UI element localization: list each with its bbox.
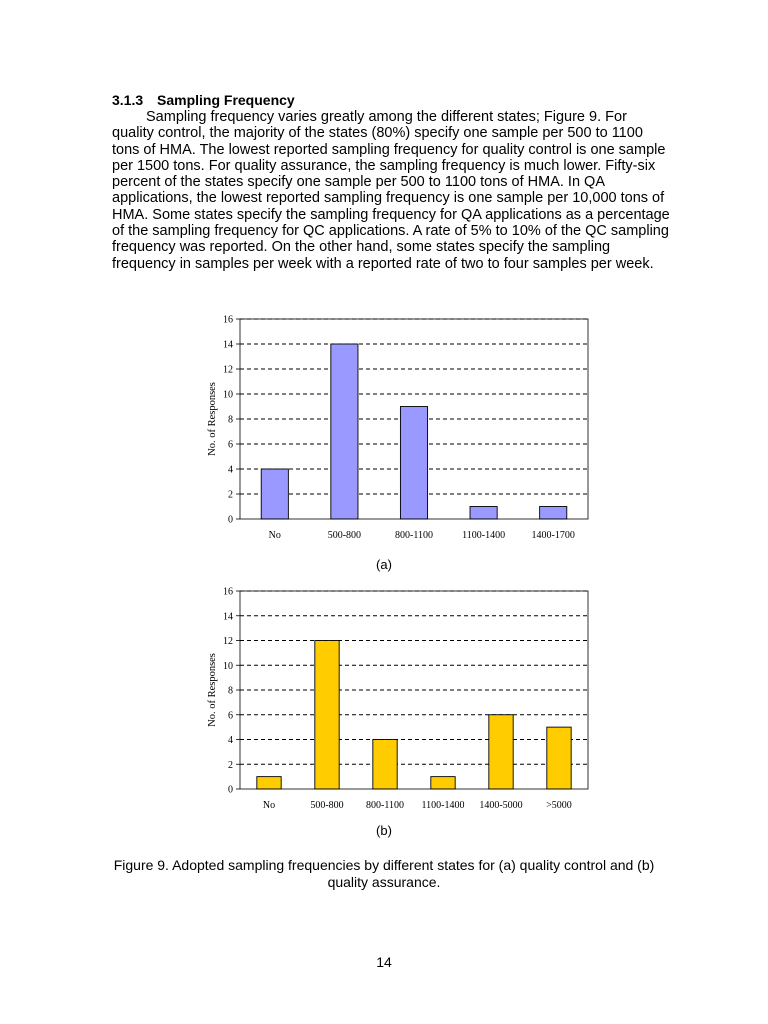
chart-b-x-tick-label: 1100-1400: [421, 800, 465, 811]
chart-b-y-tick-label: 8: [228, 685, 233, 697]
chart-a-y-tick-label: 4: [228, 464, 233, 476]
chart-a-x-tick-label: No: [268, 530, 281, 541]
chart-a-y-tick-label: 2: [228, 489, 233, 501]
section-number: 3.1.3: [112, 92, 144, 108]
chart-b-x-tick-label: 500-800: [310, 800, 344, 811]
chart-a-x-tick-label: 800-1100: [395, 530, 433, 541]
chart-a-y-tick-label: 8: [228, 414, 233, 426]
section-body: Sampling frequency varies greatly among the different states; Figure 9. For quality control, the majority of the states (80%) specify one sample per 500 to 1100 tons of HMA. The lowest reported sampling frequency for quality control is one sample per 1500 tons. For quality assurance, the sampling frequency is much lower. Fifty-six percent of the states specify one sample per 500 to 1100 tons of HMA. In QA applications, the lowest reported sampling frequency is one sample per 10,000 tons of HMA. Some states specify the sampling frequency for QA applications as a percentage of the sampling frequency for QC applications. A rate of 5% to 10% of the QC sampling frequency was reported. On the other hand, some states specify the sampling frequency in samples per week with a reported rate of two to four samples per week.: [112, 109, 670, 272]
chart-a-sublabel: (a): [376, 557, 392, 572]
chart-a-x-tick-label: 1400-1700: [531, 530, 575, 541]
chart-a-y-tick-label: 10: [223, 389, 233, 401]
figure-caption: Figure 9. Adopted sampling frequencies by different states for (a) quality control and (b) quality assurance.: [113, 857, 655, 890]
chart-b-x-tick-label: 800-1100: [366, 800, 404, 811]
chart-b-y-tick-label: 16: [223, 586, 233, 598]
chart-a-y-tick-label: 6: [228, 439, 233, 451]
chart-a-quality-control: [0, 300, 768, 550]
chart-a-y-tick-label: 12: [223, 364, 233, 376]
chart-a-y-tick-label: 0: [228, 514, 233, 526]
chart-a-y-ticks: [223, 315, 240, 526]
chart-b-bar: [431, 777, 455, 789]
chart-a-bars: [261, 344, 567, 519]
chart-b-y-tick-label: 6: [228, 710, 233, 722]
chart-a-y-axis-label: No. of Responses: [207, 382, 218, 456]
chart-b-y-tick-label: 12: [223, 636, 233, 647]
chart-b-y-tick-label: 0: [228, 784, 233, 796]
chart-b-bar: [547, 727, 571, 789]
chart-a-bar: [400, 407, 427, 520]
chart-b-y-tick-label: 14: [223, 611, 233, 623]
chart-b-bar: [489, 715, 513, 789]
section-title: Sampling Frequency: [157, 92, 295, 108]
chart-a-bar: [470, 507, 497, 520]
chart-b-bar: [257, 777, 281, 789]
chart-b-quality-assurance: [0, 585, 768, 820]
chart-b-sublabel: (b): [376, 823, 392, 838]
chart-a-bar: [331, 344, 358, 519]
page-number: 14: [376, 954, 392, 970]
chart-b-y-tick-label: 2: [228, 759, 233, 771]
chart-b-x-ticks: [263, 800, 572, 811]
chart-a-y-tick-label: 16: [223, 314, 233, 326]
chart-b-x-tick-label: >5000: [546, 800, 572, 811]
chart-a-y-tick-label: 14: [223, 339, 233, 351]
chart-a-x-tick-label: 1100-1400: [462, 530, 506, 541]
section-heading: [112, 92, 295, 108]
chart-a-bar: [261, 469, 288, 519]
chart-b-y-ticks: [223, 587, 240, 796]
chart-b-x-tick-label: 1400-5000: [479, 800, 523, 811]
chart-b-y-tick-label: 4: [228, 735, 233, 746]
chart-b-y-tick-label: 10: [223, 660, 233, 672]
chart-a-x-tick-label: 500-800: [327, 530, 362, 541]
chart-a-x-ticks: [269, 530, 575, 541]
chart-a-bar: [540, 507, 567, 520]
chart-b-x-tick-label: No: [262, 800, 276, 811]
chart-b-bar: [315, 641, 339, 790]
chart-b-y-axis-label: No. of Responses: [207, 653, 218, 727]
chart-b-bar: [373, 740, 397, 790]
chart-b-gridlines: [240, 591, 588, 764]
